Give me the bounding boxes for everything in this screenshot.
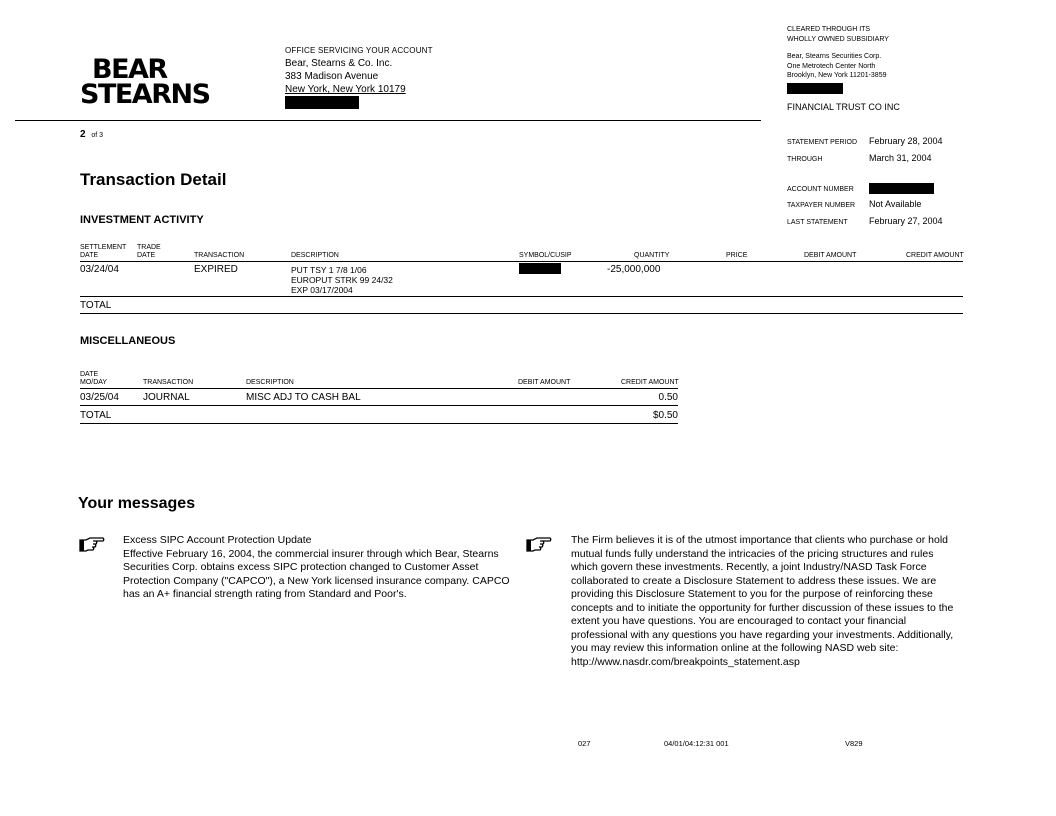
last-statement-row xyxy=(787,216,943,226)
taxpayer-label: TAXPAYER NUMBER xyxy=(787,202,856,209)
office-name: Bear, Stearns & Co. Inc. xyxy=(285,58,393,69)
misc-total-rule-top xyxy=(80,405,678,406)
misc-header-rule xyxy=(80,388,678,389)
inv-desc-line2: EUROPUT STRK 99 24/32 xyxy=(291,275,393,285)
redacted-block xyxy=(285,96,359,109)
inv-transaction: EXPIRED xyxy=(194,264,238,275)
miscellaneous-heading: MISCELLANEOUS xyxy=(80,335,176,347)
misc-total-label: TOTAL xyxy=(80,410,112,421)
inv-desc-line1: PUT TSY 1 7/8 1/06 xyxy=(291,265,367,275)
inv-desc-line3: EXP 03/17/2004 xyxy=(291,285,353,295)
account-number-row xyxy=(787,183,934,194)
message-sipc-update: Excess SIPC Account Protection Update Effective February 16, 2004, the commercial insurer through which Bear, Stearns Securities Corp. obtains excess SIPC protection changed to Customer Asset Protection Company ("CAPCO"), a New York licensed insurance company. CAPCO has an A+ financial strength rating from Standard and Poor's. xyxy=(123,534,510,600)
col-settlement-date xyxy=(80,244,126,260)
statement-period-row xyxy=(787,136,943,146)
page-title: Transaction Detail xyxy=(80,170,227,189)
col-misc-transaction: TRANSACTION xyxy=(143,379,194,386)
investment-total-label: TOTAL xyxy=(80,300,112,311)
logo-line-1: BEAR xyxy=(92,54,167,85)
col-settlement-line2: DATE xyxy=(80,252,99,259)
messages-heading: Your messages xyxy=(78,495,196,512)
clearing-name: Bear, Stearns Securities Corp. xyxy=(787,53,882,60)
col-quantity: QUANTITY xyxy=(634,252,670,259)
last-statement-value: February 27, 2004 xyxy=(869,216,943,226)
col-trade-date xyxy=(137,244,161,260)
col-symbol: SYMBOL/CUSIP xyxy=(519,252,572,259)
page-total: of 3 xyxy=(91,132,104,139)
misc-description: MISC ADJ TO CASH BAL xyxy=(246,392,361,403)
col-credit: CREDIT AMOUNT xyxy=(906,252,964,259)
account-name: FINANCIAL TRUST CO INC xyxy=(787,102,900,112)
through-row xyxy=(787,153,932,163)
col-settlement-line1: SETTLEMENT xyxy=(80,244,127,251)
bear-stearns-logo xyxy=(80,54,210,110)
cleared-line-1: CLEARED THROUGH ITS xyxy=(787,26,871,33)
col-price: PRICE xyxy=(726,252,748,259)
office-label: OFFICE SERVICING YOUR ACCOUNT xyxy=(285,46,433,55)
col-trade-line1: TRADE xyxy=(137,244,161,251)
col-misc-date-line2: MO/DAY xyxy=(80,379,108,386)
taxpayer-value: Not Available xyxy=(869,199,922,209)
col-misc-description: DESCRIPTION xyxy=(246,379,294,386)
statement-period-end: March 31, 2004 xyxy=(869,153,932,163)
col-misc-date-line1: DATE xyxy=(80,371,99,378)
header-divider xyxy=(15,120,761,121)
misc-credit: 0.50 xyxy=(658,392,678,403)
misc-total-rule-bottom xyxy=(80,423,678,424)
pointing-hand-icon xyxy=(526,536,552,554)
through-label: THROUGH xyxy=(787,156,823,163)
message-mutual-fund-disclosure: The Firm believes it is of the utmost importance that clients who purchase or hold mutual funds fully understand the intricacies of the pricing structures and rules which govern these investments. Recently, a joint Industry/NASD Task Force collaborated to create a Disclosure Statement to address these issues. We are providing this Disclosure Statement to you for the purpose of reinforcing these concepts and to initiate the opportunity for further discussion of these issues to the extent you have questions. You are encouraged to contact your financial professional with any questions you have regarding your investments. Additionally, you may review this information online at the following NASD web site: http://www.nasdr.com/breakpoints_statement.asp xyxy=(571,534,954,668)
statement-period-label: STATEMENT PERIOD xyxy=(787,139,858,146)
office-city: New York, New York 10179 xyxy=(285,84,406,95)
clearing-city: Brooklyn, New York 11201-3859 xyxy=(787,72,887,79)
logo-line-2: STEARNS xyxy=(80,79,210,110)
cleared-line-2: WHOLLY OWNED SUBSIDIARY xyxy=(787,35,889,43)
col-misc-debit: DEBIT AMOUNT xyxy=(518,379,571,386)
redacted-account-number xyxy=(869,183,934,194)
investment-total-rule-bottom xyxy=(80,313,963,314)
page-current: 2 xyxy=(80,129,86,140)
footer-timestamp: 04/01/04:12:31 001 xyxy=(664,739,729,748)
inv-quantity: -25,000,000 xyxy=(607,264,661,275)
last-statement-label: LAST STATEMENT xyxy=(787,219,848,226)
statement-period-start: February 28, 2004 xyxy=(869,136,943,146)
investment-total-rule-top xyxy=(80,296,963,297)
redacted-cusip xyxy=(519,263,561,274)
col-misc-date xyxy=(80,371,107,387)
clearing-info xyxy=(787,25,900,113)
clearing-street: One Metrotech Center North xyxy=(787,62,876,70)
page-number xyxy=(80,129,103,140)
col-transaction: TRANSACTION xyxy=(194,252,245,259)
inv-description xyxy=(291,265,393,295)
footer-code-1: 027 xyxy=(578,739,591,748)
office-address xyxy=(285,44,433,113)
col-description: DESCRIPTION xyxy=(291,252,339,259)
investment-activity-heading: INVESTMENT ACTIVITY xyxy=(80,214,204,226)
account-number-label: ACCOUNT NUMBER xyxy=(787,186,854,193)
office-street: 383 Madison Avenue xyxy=(285,71,379,82)
col-misc-credit: CREDIT AMOUNT xyxy=(621,379,679,386)
investment-header-rule xyxy=(80,261,963,262)
misc-transaction: JOURNAL xyxy=(143,392,190,403)
footer-code-2: V829 xyxy=(845,739,863,748)
redacted-block xyxy=(787,83,843,94)
col-trade-line2: DATE xyxy=(137,252,156,259)
col-debit: DEBIT AMOUNT xyxy=(804,252,857,259)
pointing-hand-icon xyxy=(79,536,105,554)
taxpayer-row xyxy=(787,199,921,209)
misc-total-credit: $0.50 xyxy=(652,410,678,421)
inv-settlement-date: 03/24/04 xyxy=(80,264,119,275)
misc-date: 03/25/04 xyxy=(80,392,119,403)
